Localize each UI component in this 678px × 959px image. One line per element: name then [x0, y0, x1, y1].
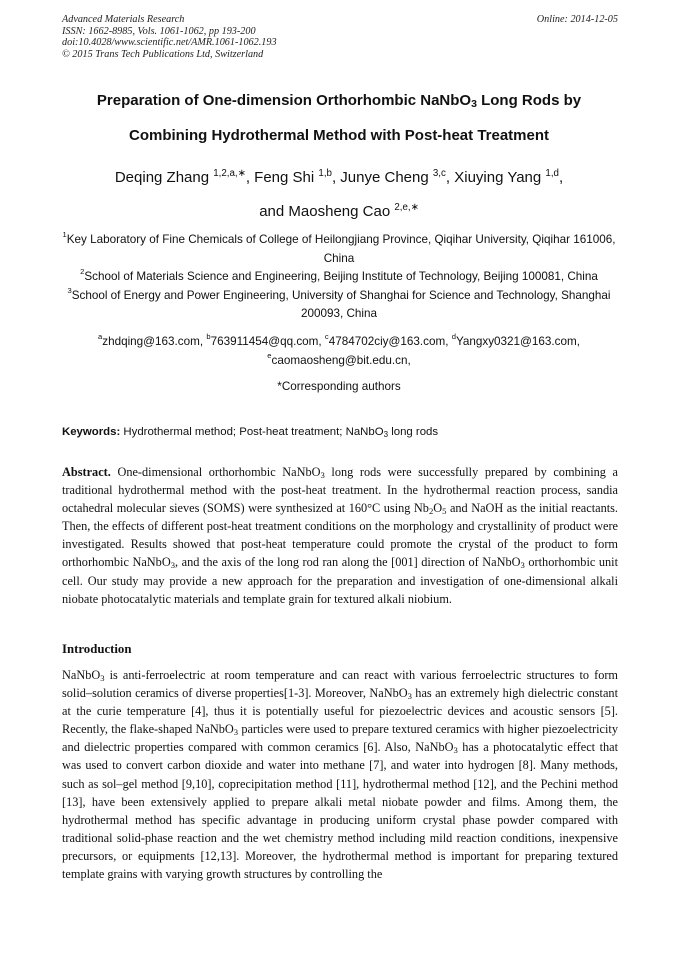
introduction-heading: Introduction: [62, 642, 132, 656]
doi-line: doi:10.4028/www.scientific.net/AMR.1061-1062.193: [62, 37, 277, 49]
running-header: [62, 14, 618, 60]
affiliation-3: $^3$School of Energy and Power Engineering, University of Shanghai for Science and Technology, Shanghai 200093, China: [67, 285, 611, 321]
issn-line: ISSN: 1662-8985, Vols. 1061-1062, pp 193-200: [62, 25, 256, 37]
journal-name: Advanced Materials Research: [62, 14, 185, 25]
emails: $^a$zhdqing@163.com, $^b$763911454@qq.com, $^c$4784702ciy@163.com, $^d$Yangxy0321@163.com, $^e$caomaosheng@bit.edu.cn,: [97, 331, 580, 367]
title-line-2: Combining Hydrothermal Method with Post-heat Treatment: [128, 127, 550, 144]
author-name: Xiuying Yang: [454, 169, 542, 186]
online-date: Online: 2014-12-05: [536, 14, 618, 25]
affiliation-1: $^1$Key Laboratory of Fine Chemicals of College of Heilongjiang Province, Qiqihar University, Qiqihar 161006, China: [62, 230, 616, 265]
title-line-1: Preparation of One-dimension Orthorhombic NaNbO$_3$ Long Rods by: [96, 92, 582, 110]
author-name: Maosheng Cao: [288, 203, 391, 220]
introduction-body: NaNbO$_3$ is anti-ferroelectric at room temperature and can react with various ferroelectric structures to form solid–solution ceramics of diverse properties[1-3]. Moreover, NaNbO$_3$ has an extremely high dielectric constant at the curie temperature [4], thus it is potentially useful for piezoelectric devices and acoustic sensors [5]. Recently, the flake-shaped NaNbO$_3$ particles were used to prepare textured ceramics with higher piezoelectricity and dielectric properties compared with common ceramics [6]. Also, NaNbO$_3$ has a photocatalytic effect that was used to convert carbon dioxide and water into methane [7], and water into hydrogen [8]. Many methods, such as sol–gel method [9,10], coprecipitation method [11], hydrothermal method [12], and the Pechini method [13], have been extensively applied to prepare alkali metal niobate powder and films. Among them, the hydrothermal method has specific advantage in producing uniform crystal phase powder compared with traditional solid-phase reaction and the wet chemistry method including mild reaction conditions, inexpensive precursors, or equipments [12,13]. Moreover, the hydrothermal method is important for preparing textured template grains with varying growth structures by controlling the: [62, 668, 619, 882]
authors-line-1: Deqing Zhang $^{1,2,a,∗}$, Feng Shi $^{1,b}$, Junye Cheng $^{3,c}$, Xiuying Yang $^{1,d}$,: [114, 168, 564, 186]
author-name: Deqing Zhang: [114, 169, 210, 186]
affiliations: [54, 231, 624, 397]
authors-line-2: and Maosheng Cao $^{2,e,∗}$: [259, 202, 419, 220]
author-name: Junye Cheng: [340, 169, 429, 186]
copyright-line: © 2015 Trans Tech Publications Ltd, Switzerland: [62, 48, 264, 60]
keywords: Keywords: Hydrothermal method; Post-heat treatment; NaNbO$_3$ long rods: [62, 426, 439, 439]
author-name: Feng Shi: [254, 169, 315, 186]
abstract: Abstract. One-dimensional orthorhombic NaNbO$_3$ long rods were successfully prepared by combining a traditional hydrothermal method with the post-heat treatment. In the hydrothermal reaction process, sandia octahedral molecular sieves (SOMS) were synthesized at 160°C using $Nb_2O_5$ and NaOH as the initial reactants. Then, the effects of different post-heat treatment conditions on the morphology and crystallinity of product were investigated. Results showed that post-heat temperature could promote the crystal of the product to form orthorhombic NaNbO$_3$, and the axis of the long rod ran along the [001] direction of NaNbO$_3$ orthorhombic unit cell. Our study may provide a new approach for the preparation and investigation of one-dimensional alkali niobate photocatalytic materials and template grain for textured alkali niobium.: [62, 465, 618, 606]
affiliation-2: $^2$School of Materials Science and Engineering, Beijing Institute of Technology, Beijing 100081, China: [80, 267, 598, 284]
corresponding-note: *Corresponding authors: [277, 380, 401, 394]
